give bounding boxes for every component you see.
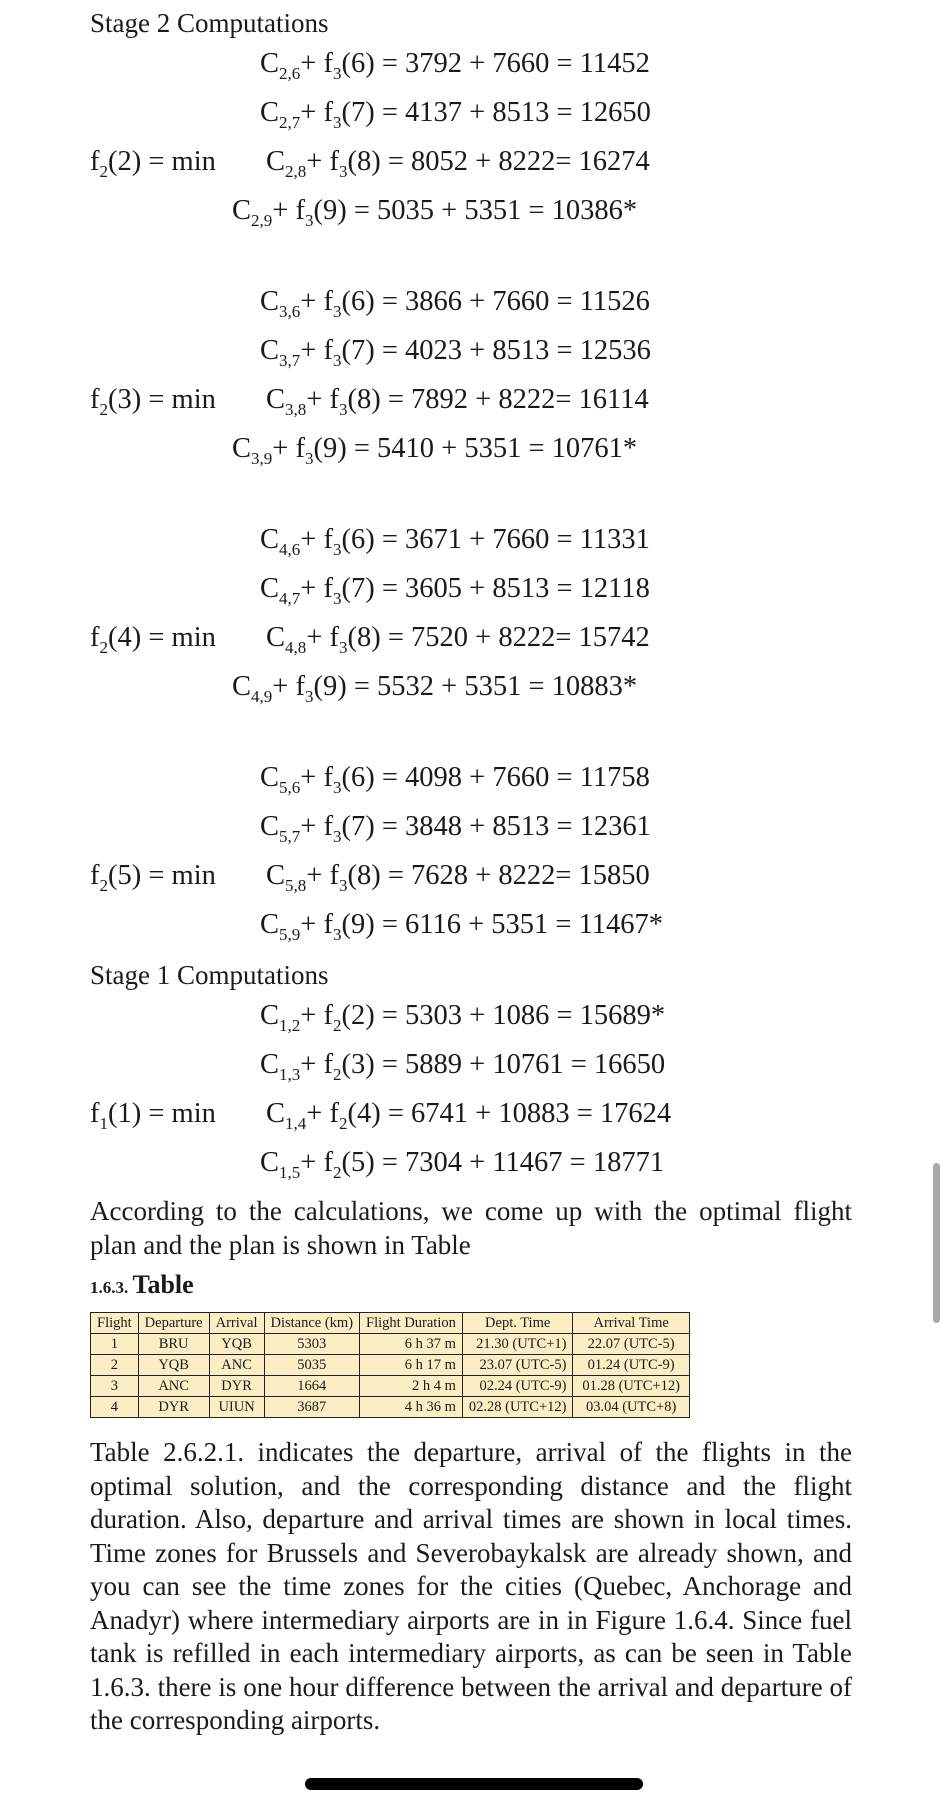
- home-indicator[interactable]: [305, 1778, 643, 1790]
- min-label: $f_2(4) = \min$: [90, 622, 216, 657]
- table-cell: 03.04 (UTC+8): [573, 1397, 689, 1418]
- header-cell: Flight: [91, 1313, 139, 1334]
- equation-row: $C_{4,8}+ f_3(8) = 7520 + 8222= 15742$: [266, 622, 650, 657]
- table-cell: UIUN: [209, 1397, 264, 1418]
- equation-row: $C_{4,6}+ f_3(6) = 3671 + 7660 = 11331$: [260, 524, 650, 559]
- section-number: 1.6.3.: [90, 1278, 129, 1297]
- table-header-row: [91, 1313, 690, 1334]
- equation-row: $C_{5,8}+ f_3(8) = 7628 + 8222= 15850$: [266, 860, 650, 895]
- equation-row: $C_{2,6}+ f_3(6) = 3792 + 7660 = 11452$: [260, 48, 650, 83]
- stage2-heading: Stage 2 Computations: [90, 8, 329, 38]
- table-cell: DYR: [209, 1376, 264, 1397]
- table-cell: 22.07 (UTC-5): [573, 1334, 689, 1355]
- table-cell: 5035: [264, 1355, 360, 1376]
- closing-paragraph: Table 2.6.2.1. indicates the departure, arrival of the flights in the optimal solution, and the corresponding distance and the flight duration. Also, departure and arrival times are shown in local times. Time zones for Brussels and Severobaykalsk are already shown, and you can see the time zones for the cities (Quebec, Anchorage and Anadyr) where intermediary airports are in in Figure 1.6.4. Since fuel tank is refilled in each intermediary airports, as can be seen in Table 1.6.3. there is one hour difference between the arrival and departure of the corresponding airports.: [90, 1437, 852, 1735]
- table-cell: 2 h 4 m: [360, 1376, 463, 1397]
- table-cell: 01.28 (UTC+12): [573, 1376, 689, 1397]
- min-label: $f_1(1) = \min$: [90, 1098, 216, 1133]
- scrollbar[interactable]: [933, 1163, 940, 1323]
- table-row: [91, 1376, 690, 1397]
- table-cell: BRU: [138, 1334, 209, 1355]
- equation-row: $C_{1,4}+ f_2(4) = 6741 + 10883 = 17624$: [266, 1098, 672, 1133]
- equation-row: $C_{3,8}+ f_3(8) = 7892 + 8222= 16114$: [266, 384, 649, 419]
- header-cell: Arrival Time: [573, 1313, 689, 1334]
- table-cell: YQB: [138, 1355, 209, 1376]
- table-cell: 2: [91, 1355, 139, 1376]
- table-row: [91, 1397, 690, 1418]
- equation-row: $C_{3,7}+ f_3(7) = 4023 + 8513 = 12536$: [260, 335, 651, 370]
- equation-row: $C_{5,6}+ f_3(6) = 4098 + 7660 = 11758$: [260, 762, 650, 797]
- min-label: $f_2(3) = \min$: [90, 384, 216, 419]
- table-row: [91, 1334, 690, 1355]
- equation-row: $C_{1,5}+ f_2(5) = 7304 + 11467 = 18771$: [260, 1147, 665, 1182]
- equation-row: $C_{3,6}+ f_3(6) = 3866 + 7660 = 11526$: [260, 286, 650, 321]
- table-cell: 23.07 (UTC-5): [462, 1355, 573, 1376]
- equation-row: $C_{1,2}+ f_2(2) = 5303 + 1086 = 15689*$: [260, 1000, 666, 1035]
- equation-row: $C_{1,3}+ f_2(3) = 5889 + 10761 = 16650$: [260, 1049, 666, 1084]
- header-cell: Distance (km): [264, 1313, 360, 1334]
- min-label: $f_2(2) = \min$: [90, 146, 216, 181]
- header-cell: Departure: [138, 1313, 209, 1334]
- table-cell: ANC: [138, 1376, 209, 1397]
- equation-row: $C_{2,8}+ f_3(8) = 8052 + 8222= 16274$: [266, 146, 650, 181]
- header-cell: Dept. Time: [462, 1313, 573, 1334]
- flight-plan-table: [90, 1312, 690, 1418]
- stage1-heading: Stage 1 Computations: [90, 960, 329, 990]
- table-cell: 1: [91, 1334, 139, 1355]
- table-cell: 1664: [264, 1376, 360, 1397]
- table-row: [91, 1355, 690, 1376]
- table-cell: 3687: [264, 1397, 360, 1418]
- equation-row: $C_{5,9}+ f_3(9) = 6116 + 5351 = 11467*$: [260, 909, 664, 944]
- section-heading: [90, 1270, 194, 1300]
- equation-row: $C_{4,9}+ f_3(9) = 5532 + 5351 = 10883*$: [232, 671, 638, 706]
- equation-row: $C_{3,9}+ f_3(9) = 5410 + 5351 = 10761*$: [232, 433, 638, 468]
- table-cell: 21.30 (UTC+1): [462, 1334, 573, 1355]
- equation-row: $C_{4,7}+ f_3(7) = 3605 + 8513 = 12118$: [260, 573, 650, 608]
- table-cell: DYR: [138, 1397, 209, 1418]
- section-title: Table: [132, 1270, 194, 1299]
- table-cell: 3: [91, 1376, 139, 1397]
- min-label: $f_2(5) = \min$: [90, 860, 216, 895]
- table-cell: 5303: [264, 1334, 360, 1355]
- equation-row: $C_{2,7}+ f_3(7) = 4137 + 8513 = 12650$: [260, 97, 651, 132]
- header-cell: Flight Duration: [360, 1313, 463, 1334]
- header-cell: Arrival: [209, 1313, 264, 1334]
- equation-row: $C_{5,7}+ f_3(7) = 3848 + 8513 = 12361$: [260, 811, 651, 846]
- equation-row: $C_{2,9}+ f_3(9) = 5035 + 5351 = 10386*$: [232, 195, 638, 230]
- table-cell: 02.28 (UTC+12): [462, 1397, 573, 1418]
- table-cell: YQB: [209, 1334, 264, 1355]
- table-cell: 4: [91, 1397, 139, 1418]
- table-cell: ANC: [209, 1355, 264, 1376]
- intro-paragraph: According to the calculations, we come up with the optimal flight plan and the plan is shown in Table: [90, 1196, 852, 1260]
- table-cell: 6 h 37 m: [360, 1334, 463, 1355]
- table-cell: 02.24 (UTC-9): [462, 1376, 573, 1397]
- table-cell: 4 h 36 m: [360, 1397, 463, 1418]
- table-cell: 6 h 17 m: [360, 1355, 463, 1376]
- table-cell: 01.24 (UTC-9): [573, 1355, 689, 1376]
